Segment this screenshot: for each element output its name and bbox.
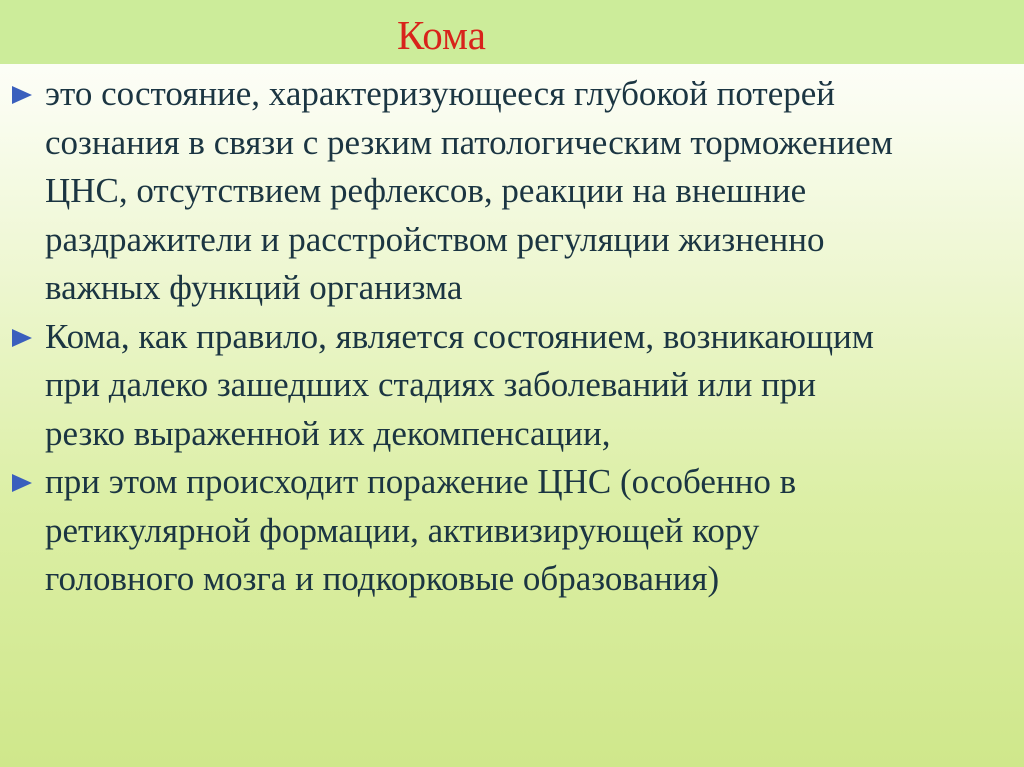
triangle-right-icon bbox=[12, 474, 32, 492]
bullet-line: головного мозга и подкорковые образования) bbox=[45, 559, 720, 598]
bullet-line: при далеко зашедших стадиях заболеваний или при bbox=[45, 365, 817, 404]
title-bar bbox=[0, 0, 1024, 64]
slide-title: Кома bbox=[397, 12, 486, 58]
triangle-right-icon bbox=[12, 86, 32, 104]
bullet-item bbox=[12, 458, 1012, 604]
bullet-list bbox=[12, 70, 1012, 604]
bullet-line: при этом происходит поражение ЦНС (особенно в bbox=[45, 462, 797, 501]
bullet-item bbox=[12, 70, 1012, 313]
bullet-line: сознания в связи с резким патологическим торможением bbox=[45, 122, 893, 162]
bullet-item bbox=[12, 313, 1012, 459]
bullet-line: важных функций организма bbox=[45, 268, 463, 307]
bullet-line: Кома, как правило, является состоянием, возникающим bbox=[45, 316, 874, 356]
bullet-line: раздражители и расстройством регуляции жизненно bbox=[45, 219, 825, 259]
bullet-line: ЦНС, отсутствием рефлексов, реакции на внешние bbox=[45, 171, 807, 210]
bullet-line: ретикулярной формации, активизирующей кору bbox=[45, 510, 760, 550]
bullet-line: это состояние, характеризующееся глубокой потерей bbox=[45, 74, 835, 113]
triangle-right-icon bbox=[12, 329, 32, 347]
bullet-line: резко выраженной их декомпенсации, bbox=[45, 413, 611, 453]
